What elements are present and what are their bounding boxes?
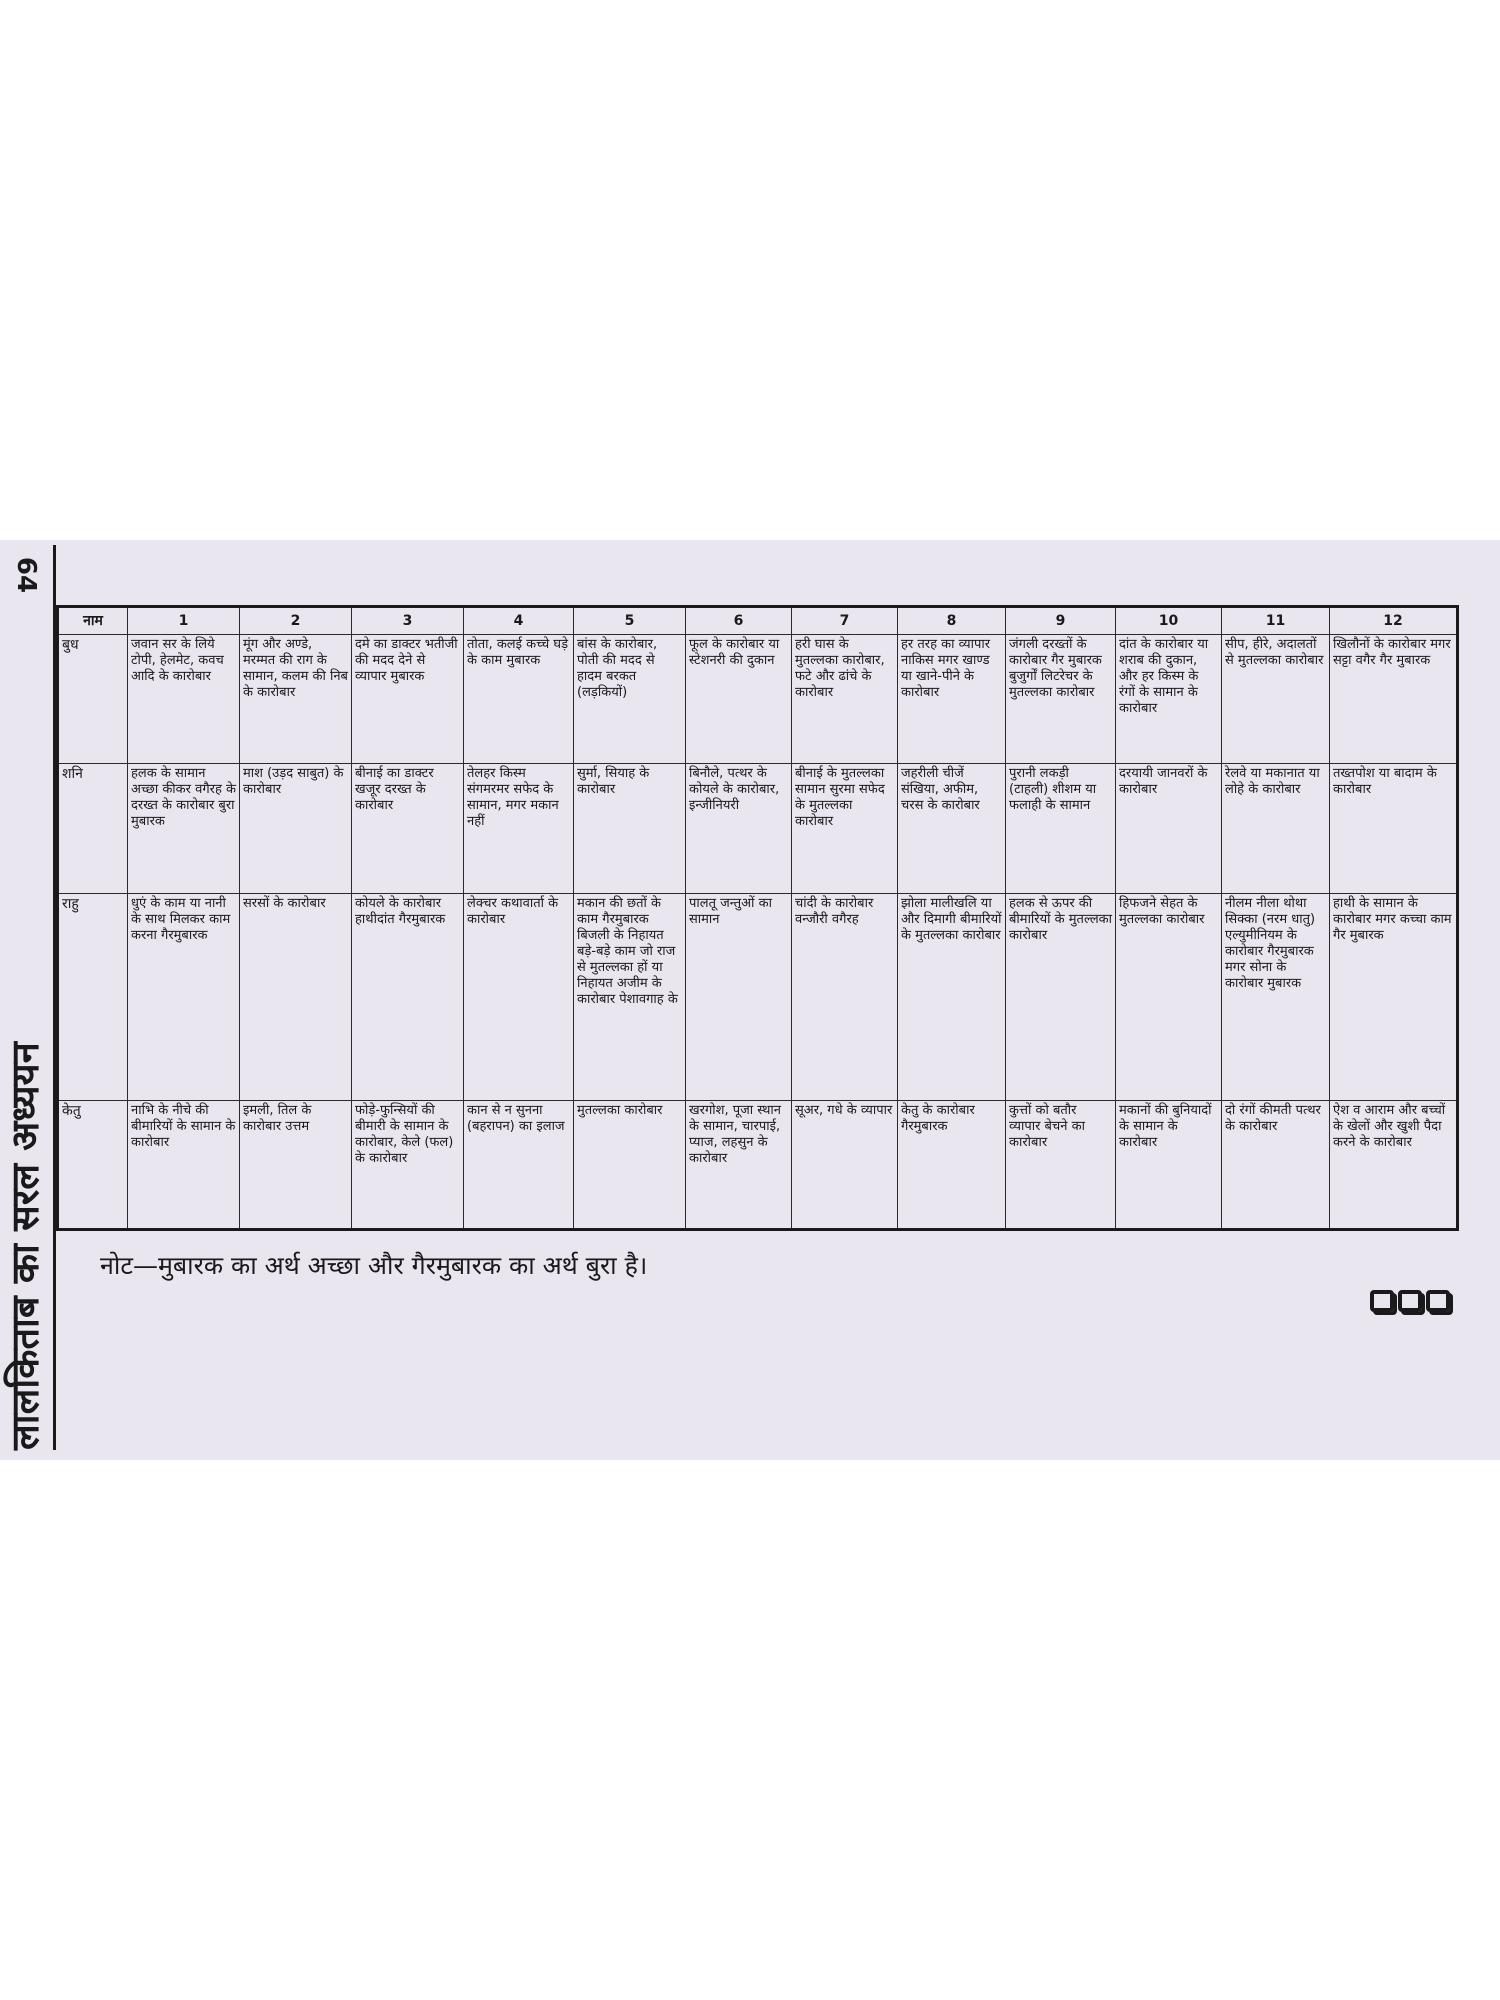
table-cell: जवान सर के लिये टोपी, हेलमेट, कवच आदि के कारोबार — [128, 635, 240, 764]
table-header-row — [58, 607, 1458, 635]
footnote: नोट—मुबारक का अर्थ अच्छा और गैरमुबारक का अर्थ बुरा है। — [100, 1251, 648, 1280]
table-cell: चांदी के कारोबार वन्जौरी वगैरह — [792, 893, 898, 1100]
square-icon — [1398, 1290, 1422, 1312]
business-table — [56, 605, 1459, 1231]
table-row — [58, 764, 1458, 893]
table-cell: माश (उड़द साबुत) के कारोबार — [240, 764, 352, 893]
table-cell: हाथी के सामान के कारोबार मगर कच्चा काम गैर मुबारक — [1330, 893, 1458, 1100]
table-cell: हरी घास के मुतल्लका कारोबार, फटे और ढांचे के कारोबार — [792, 635, 898, 764]
square-icon — [1426, 1290, 1450, 1312]
table-cell: बीनाई का डाक्टर खजूर दरख्त के कारोबार — [352, 764, 464, 893]
table-cell: हिफजने सेहत के मुतल्लका कारोबार — [1116, 893, 1222, 1100]
table-cell: तख्तपोश या बादाम के कारोबार — [1330, 764, 1458, 893]
table-cell: हर तरह का व्यापार नाकिस मगर खाण्ड या खाने-पीने के कारोबार — [898, 635, 1006, 764]
table-cell: जंगली दरख्तों के कारोबार गैर मुबारक बुजुर्गों लिटरेचर के मुतल्लका कारोबार — [1006, 635, 1116, 764]
table-cell: सीप, हीरे, अदालतों से मुतल्लका कारोबार — [1222, 635, 1330, 764]
book-title: लालकिताब का सरल अध्ययन — [3, 1042, 47, 1450]
column-header: 1 — [128, 607, 240, 635]
table-cell: दरयायी जानवरों के कारोबार — [1116, 764, 1222, 893]
table-cell: दांत के कारोबार या शराब की दुकान, और हर किस्म के रंगों के सामान के कारोबार — [1116, 635, 1222, 764]
column-header: 5 — [574, 607, 686, 635]
row-name: शनि — [58, 764, 128, 893]
table-cell: दमे का डाक्टर भतीजी की मदद देने से व्यापार मुबारक — [352, 635, 464, 764]
page-number: 64 — [11, 556, 41, 594]
table-cell: धुएं के काम या नानी के साथ मिलकर काम करना गैरमुबारक — [128, 893, 240, 1100]
row-name: राहु — [58, 893, 128, 1100]
table-cell: लेक्चर कथावार्ता के कारोबार — [464, 893, 574, 1100]
table-cell: हलक के सामान अच्छा कीकर वगैरह के दरख्त के कारोबार बुरा मुबारक — [128, 764, 240, 893]
table-cell: मूंग और अण्डे, मरम्मत की राग के सामान, कलम की निब के कारोबार — [240, 635, 352, 764]
table-cell: बीनाई के मुतल्लका सामान सुरमा सफेद के मुतल्लका कारोबार — [792, 764, 898, 893]
table-cell: बिनौले, पत्थर के कोयले के कारोबार, इन्जीनियरी — [686, 764, 792, 893]
column-header: 10 — [1116, 607, 1222, 635]
column-header: 3 — [352, 607, 464, 635]
table-cell: जहरीली चीजें संखिया, अफीम, चरस के कारोबार — [898, 764, 1006, 893]
table-cell: सूअर, गधे के व्यापार — [792, 1100, 898, 1229]
table-cell: तोता, कलई कच्चे घड़े के काम मुबारक — [464, 635, 574, 764]
column-header: 6 — [686, 607, 792, 635]
table-cell: हलक से ऊपर की बीमारियों के मुतल्लका कारोबार — [1006, 893, 1116, 1100]
table-cell: तेलहर किस्म संगमरमर सफेद के सामान, मगर मकान नहीं — [464, 764, 574, 893]
column-header: 12 — [1330, 607, 1458, 635]
table-cell: सरसों के कारोबार — [240, 893, 352, 1100]
column-header: 9 — [1006, 607, 1116, 635]
table-cell: कुत्तों को बतौर व्यापार बेचने का कारोबार — [1006, 1100, 1116, 1229]
table-row — [58, 893, 1458, 1100]
table-cell: फोड़े-फुन्सियों की बीमारी के सामान के कारोबार, केले (फल) के कारोबार — [352, 1100, 464, 1229]
row-name: केतु — [58, 1100, 128, 1229]
table-cell: मकानों की बुनियादों के सामान के कारोबार — [1116, 1100, 1222, 1229]
row-name: बुध — [58, 635, 128, 764]
table-cell: केतु के कारोबार गैरमुबारक — [898, 1100, 1006, 1229]
column-header: 2 — [240, 607, 352, 635]
end-ornament — [1370, 1290, 1460, 1320]
column-header: 11 — [1222, 607, 1330, 635]
table-row — [58, 635, 1458, 764]
table-cell: दो रंगों कीमती पत्थर के कारोबार — [1222, 1100, 1330, 1229]
table-cell: खिलौनों के कारोबार मगर सट्टा वगैर गैर मुबारक — [1330, 635, 1458, 764]
table-cell: मुतल्लका कारोबार — [574, 1100, 686, 1229]
table-cell: नीलम नीला थोथा सिक्का (नरम धातु) एल्युमीनियम के कारोबार गैरमुबारक मगर सोना के कारोबार मुबारक — [1222, 893, 1330, 1100]
table-cell: पुरानी लकड़ी (टाहली) शीशम या फलाही के सामान — [1006, 764, 1116, 893]
table-cell: मकान की छतों के काम गैरमुबारक बिजली के निहायत बड़े-बड़े काम जो राज से मुतल्लका हों या निहायत अजीम के कारोबार पेशावगाह के — [574, 893, 686, 1100]
table-cell: फूल के कारोबार या स्टेशनरी की दुकान — [686, 635, 792, 764]
column-header: नाम — [58, 607, 128, 635]
table-cell: खरगोश, पूजा स्थान के सामान, चारपाई, प्याज, लहसुन के कारोबार — [686, 1100, 792, 1229]
table-cell: झोला मालीखलि या और दिमागी बीमारियों के मुतल्लका कारोबार — [898, 893, 1006, 1100]
table-cell: सुर्मा, सियाह के कारोबार — [574, 764, 686, 893]
table-cell: बांस के कारोबार, पोती की मदद से हादम बरकत (लड़कियों) — [574, 635, 686, 764]
table-cell: कान से न सुनना (बहरापन) का इलाज — [464, 1100, 574, 1229]
column-header: 8 — [898, 607, 1006, 635]
table-cell: इमली, तिल के कारोबार उत्तम — [240, 1100, 352, 1229]
column-header: 7 — [792, 607, 898, 635]
table-row — [58, 1100, 1458, 1229]
table-cell: नाभि के नीचे की बीमारियों के सामान के कारोबार — [128, 1100, 240, 1229]
table-cell: कोयले के कारोबार हाथीदांत गैरमुबारक — [352, 893, 464, 1100]
square-icon — [1370, 1290, 1394, 1312]
table-cell: रेलवे या मकानात या लोहे के कारोबार — [1222, 764, 1330, 893]
table-cell: पालतू जन्तुओं का सामान — [686, 893, 792, 1100]
table-cell: ऐश व आराम और बच्चों के खेलों और खुशी पैदा करने के कारोबार — [1330, 1100, 1458, 1229]
column-header: 4 — [464, 607, 574, 635]
